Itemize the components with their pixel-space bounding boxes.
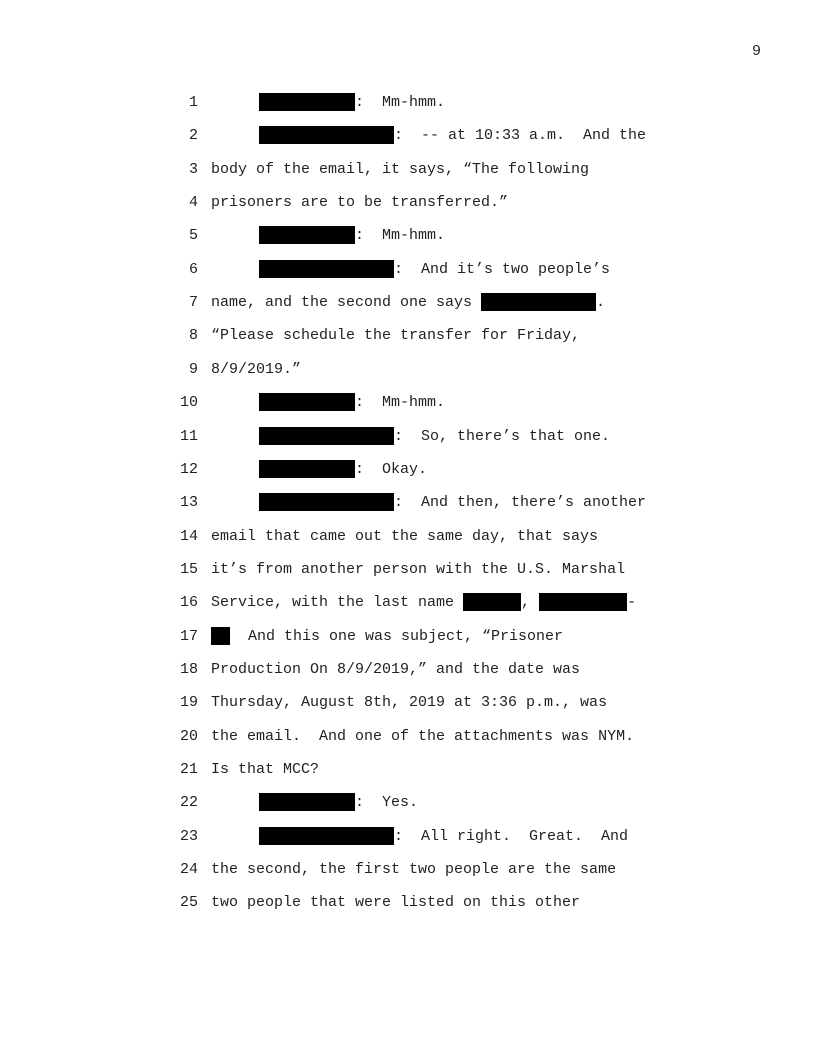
line-number: 18 bbox=[179, 660, 198, 678]
text-segment: : Mm-hmm. bbox=[355, 227, 446, 245]
redaction-block bbox=[259, 126, 394, 144]
line-number: 9 bbox=[188, 360, 198, 378]
line-number: 5 bbox=[188, 227, 198, 245]
line-number: 6 bbox=[188, 260, 198, 278]
text-segment: : And then, there’s another bbox=[394, 494, 647, 512]
text-segment: email that came out the same day, that says bbox=[211, 527, 599, 545]
text-segment: : So, there’s that one. bbox=[394, 427, 611, 445]
redaction-block bbox=[259, 427, 394, 445]
line-text bbox=[211, 760, 319, 780]
line-text bbox=[211, 627, 563, 647]
line-number: 23 bbox=[179, 827, 198, 845]
line-text bbox=[211, 727, 634, 747]
text-segment: Production On 8/9/2019,” and the date was bbox=[211, 660, 581, 678]
page-number: 9 bbox=[752, 43, 762, 60]
line-number: 7 bbox=[188, 294, 198, 312]
text-segment: Service, with the last name bbox=[211, 594, 464, 612]
text-segment: : All right. Great. And bbox=[394, 827, 629, 845]
text-segment: - bbox=[627, 594, 637, 612]
text-segment: . bbox=[596, 294, 606, 312]
text-segment: prisoners are to be transferred.” bbox=[211, 194, 509, 212]
redaction-block bbox=[259, 793, 355, 811]
redaction-block bbox=[259, 393, 355, 411]
line-number: 17 bbox=[179, 627, 198, 645]
redaction-block bbox=[259, 260, 394, 278]
line-number: 11 bbox=[179, 427, 198, 445]
line-number: 12 bbox=[179, 460, 198, 478]
redaction-block bbox=[259, 93, 355, 111]
line-number: 13 bbox=[179, 494, 198, 512]
redaction-block bbox=[539, 593, 627, 611]
line-number: 2 bbox=[188, 127, 198, 145]
text-segment: “Please schedule the transfer for Friday, bbox=[211, 327, 581, 345]
line-text bbox=[211, 560, 625, 580]
line-text bbox=[211, 527, 598, 547]
line-number: 22 bbox=[179, 794, 198, 812]
line-text bbox=[259, 493, 646, 513]
text-segment: the second, the first two people are the same bbox=[211, 861, 617, 879]
redaction-block bbox=[211, 627, 230, 645]
line-text bbox=[259, 460, 427, 480]
line-number: 24 bbox=[179, 861, 198, 879]
line-number: 3 bbox=[188, 160, 198, 178]
text-segment: : Yes. bbox=[355, 794, 419, 812]
line-text bbox=[259, 393, 445, 413]
redaction-block bbox=[481, 293, 596, 311]
line-text bbox=[211, 293, 605, 313]
line-number: 20 bbox=[179, 727, 198, 745]
line-text bbox=[211, 593, 636, 613]
line-text bbox=[259, 226, 445, 246]
line-number: 21 bbox=[179, 761, 198, 778]
text-segment: : Okay. bbox=[355, 460, 428, 478]
line-text bbox=[259, 93, 445, 113]
line-text bbox=[211, 893, 580, 913]
line-number: 8 bbox=[188, 327, 198, 345]
line-text bbox=[211, 693, 607, 713]
line-number: 1 bbox=[188, 94, 198, 111]
text-segment: body of the email, it says, “The following bbox=[211, 160, 590, 178]
line-number: 10 bbox=[179, 394, 198, 412]
text-segment: it’s from another person with the U.S. Marshal bbox=[211, 560, 626, 578]
text-segment: the email. And one of the attachments was NYM. bbox=[211, 727, 635, 745]
line-number: 4 bbox=[188, 194, 198, 212]
line-text bbox=[259, 126, 646, 146]
redaction-block bbox=[259, 493, 394, 511]
text-segment: two people that were listed on this other bbox=[211, 894, 581, 912]
line-text bbox=[259, 793, 418, 813]
line-text bbox=[211, 193, 508, 213]
redaction-block bbox=[463, 593, 521, 611]
line-text bbox=[211, 660, 580, 680]
text-segment: : And it’s two people’s bbox=[394, 260, 611, 278]
line-number: 19 bbox=[179, 694, 198, 712]
line-text bbox=[211, 160, 589, 180]
redaction-block bbox=[259, 226, 355, 244]
line-text bbox=[259, 427, 610, 447]
line-text bbox=[259, 260, 610, 280]
line-number: 16 bbox=[179, 594, 198, 612]
text-segment: name, and the second one says bbox=[211, 294, 482, 312]
line-number: 14 bbox=[179, 527, 198, 545]
text-segment: : -- at 10:33 a.m. And the bbox=[394, 127, 647, 145]
text-segment: , bbox=[521, 594, 540, 612]
line-text bbox=[259, 827, 628, 847]
text-segment: : Mm-hmm. bbox=[355, 94, 446, 111]
text-segment: Is that MCC? bbox=[211, 761, 320, 778]
redaction-block bbox=[259, 827, 394, 845]
text-segment: : Mm-hmm. bbox=[355, 394, 446, 412]
line-number: 25 bbox=[179, 894, 198, 912]
line-text bbox=[211, 860, 616, 880]
line-text bbox=[211, 360, 301, 380]
text-segment: And this one was subject, “Prisoner bbox=[230, 627, 564, 645]
line-text bbox=[211, 326, 580, 346]
line-number: 15 bbox=[179, 560, 198, 578]
text-segment: 8/9/2019.” bbox=[211, 360, 302, 378]
redaction-block bbox=[259, 460, 355, 478]
text-segment: Thursday, August 8th, 2019 at 3:36 p.m., was bbox=[211, 694, 608, 712]
